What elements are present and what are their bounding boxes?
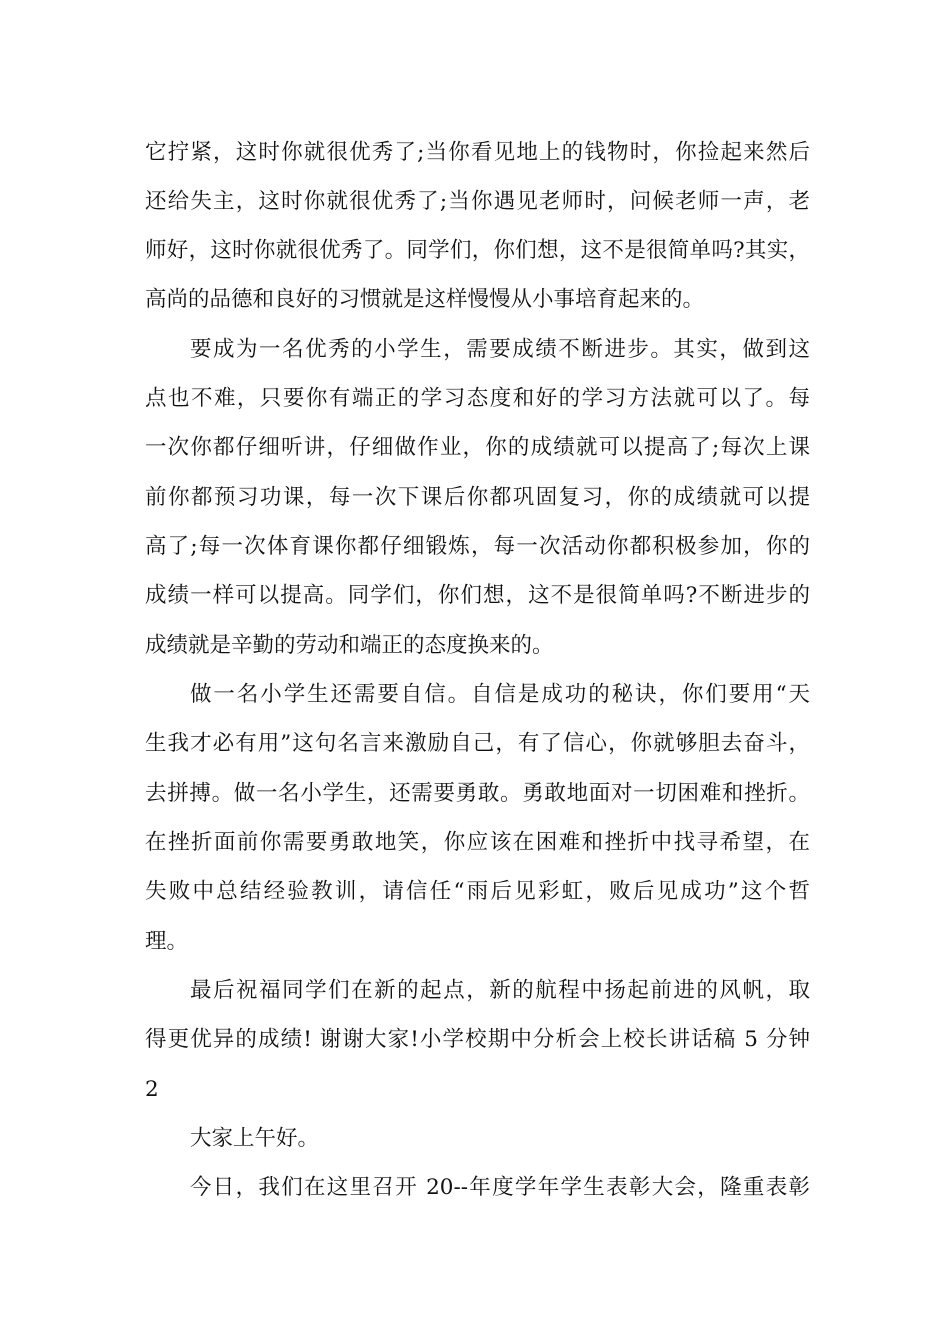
text-line: 一次你都仔细听讲，仔细做作业，你的成绩就可以提高了;每次上课 bbox=[145, 435, 810, 460]
text-line: 得更优异的成绩! 谢谢大家!小学校期中分析会上校长讲话稿 5 分钟 bbox=[145, 1027, 810, 1052]
text-line: 成绩就是辛勤的劳动和端正的态度换来的。 bbox=[145, 633, 554, 658]
text-line: 2 bbox=[145, 1077, 159, 1102]
text-line: 点也不难，只要你有端正的学习态度和好的学习方法就可以了。每 bbox=[145, 386, 810, 411]
paragraph-first-line: 最后祝福同学们在新的起点，新的航程中扬起前进的风帆，取 bbox=[190, 978, 810, 1003]
text-line: 成绩一样可以提高。同学们，你们想，这不是很简单吗?不断进步的 bbox=[145, 583, 810, 608]
paragraph-first-line: 要成为一名优秀的小学生，需要成绩不断进步。其实，做到这 bbox=[190, 337, 810, 362]
paragraph-first-line: 做一名小学生还需要自信。自信是成功的秘诀，你们要用“天 bbox=[190, 682, 810, 707]
text-line: 高尚的品德和良好的习惯就是这样慢慢从小事培育起来的。 bbox=[145, 287, 705, 312]
text-line: 高了;每一次体育课你都仔细锻炼，每一次活动你都积极参加，你的 bbox=[145, 534, 810, 559]
text-line: 理。 bbox=[145, 929, 189, 954]
greeting-line: 大家上午好。 bbox=[190, 1126, 320, 1151]
text-line: 还给失主，这时你就很优秀了;当你遇见老师时，问候老师一声，老 bbox=[145, 189, 810, 214]
text-line: 失败中总结经验教训，请信任“雨后见彩虹，败后见成功”这个哲 bbox=[145, 879, 810, 904]
text-line: 师好，这时你就很优秀了。同学们，你们想，这不是很简单吗?其实， bbox=[145, 238, 810, 263]
text-line: 前你都预习功课，每一次下课后你都巩固复习，你的成绩就可以提 bbox=[145, 485, 810, 510]
text-line: 去拼搏。做一名小学生，还需要勇敢。勇敢地面对一切困难和挫折。 bbox=[145, 781, 810, 806]
text-line: 它拧紧，这时你就很优秀了;当你看见地上的钱物时，你捡起来然后 bbox=[145, 140, 810, 165]
paragraph-first-line: 今日，我们在这里召开 20--年度学年学生表彰大会，隆重表彰 bbox=[190, 1175, 810, 1200]
text-line: 在挫折面前你需要勇敢地笑，你应该在困难和挫折中找寻希望，在 bbox=[145, 830, 810, 855]
text-line: 生我才必有用”这句名言来激励自己，有了信心，你就够胆去奋斗， bbox=[145, 731, 810, 756]
